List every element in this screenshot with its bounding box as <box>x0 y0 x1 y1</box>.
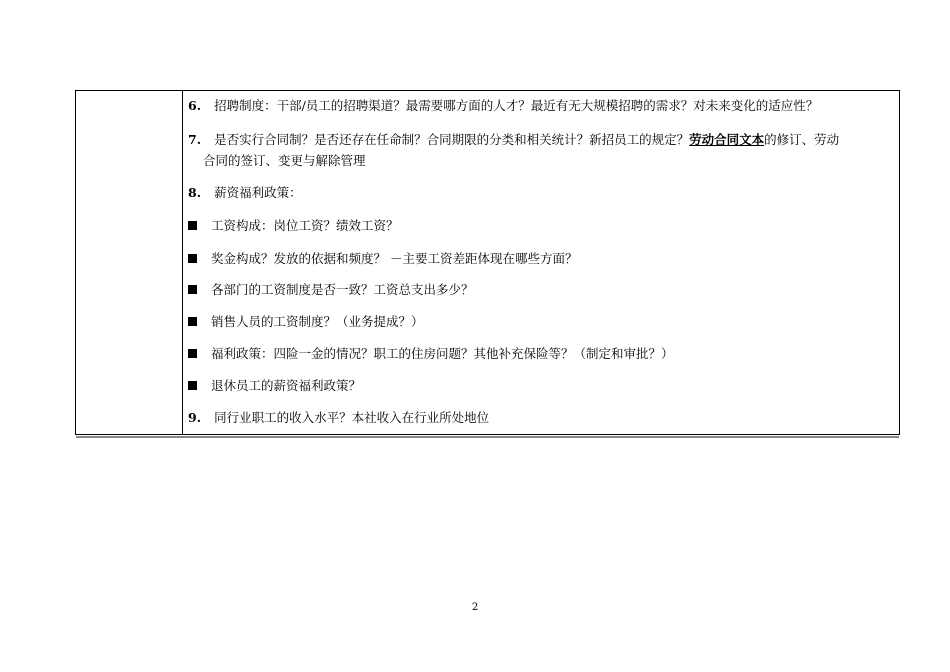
labor-contract-link[interactable]: 劳动合同文本 <box>689 132 765 147</box>
item-7 <box>188 129 895 150</box>
list-item: 退休员工的薪资福利政策？ <box>188 375 895 396</box>
item-text: 同行业职工的收入水平？本社收入在行业所处地位 <box>214 410 490 425</box>
item-6 <box>188 95 895 116</box>
list-item: 各部门的工资制度是否一致？工资总支出多少？ <box>188 279 895 300</box>
item-number: 6. <box>188 98 202 113</box>
item-text: 招聘制度：干部/员工的招聘渠道？最需要哪方面的人才？最近有无大规模招聘的需求？对未来变化的适应性？ <box>214 98 819 113</box>
item-number: 7. <box>188 132 202 147</box>
page-number: 2 <box>471 602 479 613</box>
list-item: 工资构成：岗位工资？绩效工资？ <box>188 215 895 236</box>
list-item: 销售人员的工资制度？（业务提成？） <box>188 311 895 332</box>
list-item: 福利政策：四险一金的情况？职工的住房问题？其他补充保险等？（制定和审批？） <box>188 343 895 364</box>
table-content-cell <box>183 91 899 434</box>
item-text: 是否实行合同制？是否还存在任命制？合同期限的分类和相关统计？新招员工的规定？ <box>214 132 690 147</box>
document-table <box>75 90 900 435</box>
item-text: 薪资福利政策： <box>214 185 302 200</box>
item-text: 的修订、劳动 <box>764 132 840 147</box>
square-bullet-icon <box>188 317 197 326</box>
square-bullet-icon <box>188 285 197 294</box>
square-bullet-icon <box>188 349 197 358</box>
item-number: 8. <box>188 185 202 200</box>
square-bullet-icon <box>188 381 197 390</box>
item-9 <box>188 407 895 428</box>
square-bullet-icon <box>188 254 197 263</box>
list-item: 奖金构成？发放的依据和频度？ －主要工资差距体现在哪些方面？ <box>188 248 895 269</box>
table-left-cell <box>76 91 183 434</box>
square-bullet-icon <box>188 221 197 230</box>
item-8 <box>188 182 895 203</box>
item-7-continuation: 合同的签订、变更与解除管理 <box>203 153 366 168</box>
item-number: 9. <box>188 410 202 425</box>
